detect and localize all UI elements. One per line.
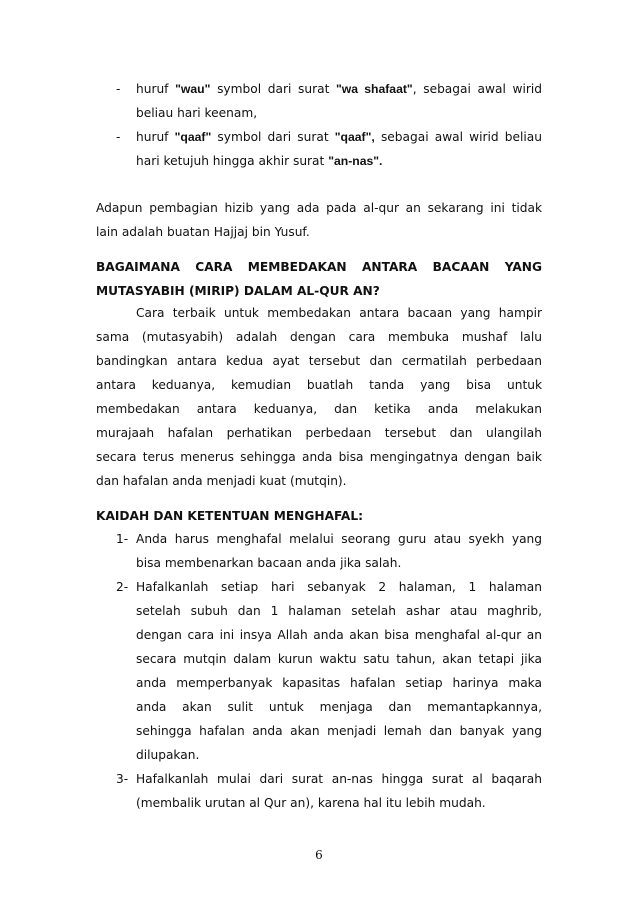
list-item-line: sehingga hafalan anda akan menjadi lemah dan banyak yang [136,724,542,738]
bullet-marker: - [116,130,121,144]
paragraph-line: Cara terbaik untuk membedakan antara bacaan yang hampir [136,306,542,320]
bullet-line: beliau hari keenam, [136,106,258,120]
bold-term: "wau" [175,82,211,96]
paragraph-line: lain adalah buatan Hajjaj bin Yusuf. [96,225,310,239]
list-item-line: anda akan sulit untuk menjaga dan memantapkannya, [136,700,542,714]
bullet-line: huruf "wau" symbol dari surat "wa shafaat", sebagai awal wirid [136,82,542,96]
list-item-line: Hafalkanlah mulai dari surat an-nas hingga surat al baqarah [136,772,542,786]
paragraph-line: membedakan antara keduanya, dan ketika anda melakukan [96,402,542,416]
list-item-line: anda memperbanyak kapasitas hafalan setiap harinya maka [136,676,542,690]
paragraph-line: Adapun pembagian hizib yang ada pada al-qur an sekarang ini tidak [96,201,542,215]
paragraph-line: bandingkan antara kedua ayat tersebut dan cermatilah perbedaan [96,354,542,368]
list-item-line: Hafalkanlah setiap hari sebanyak 2 halaman, 1 halaman [136,580,542,594]
bold-term: "an-nas". [328,154,383,168]
bold-term: "qaaf", [334,130,375,144]
section-heading: KAIDAH DAN KETENTUAN MENGHAFAL: [96,509,363,523]
paragraph-line: dan hafalan anda menjadi kuat (mutqin). [96,474,347,488]
section-heading: BAGAIMANA CARA MEMBEDAKAN ANTARA BACAAN YANG [96,260,542,274]
list-marker: 2- [116,580,129,594]
list-item-line: setelah subuh dan 1 halaman setelah ashar atau maghrib, [136,604,542,618]
page-number: 6 [315,848,323,862]
list-item-line: bisa membenarkan bacaan anda jika salah. [136,556,402,570]
bold-term: "wa shafaat" [336,82,413,96]
paragraph-line: sama (mutasyabih) adalah dengan cara membuka mushaf lalu [96,330,542,344]
bold-term: "qaaf" [174,130,212,144]
list-marker: 1- [116,532,129,546]
bullet-line: huruf "qaaf" symbol dari surat "qaaf", sebagai awal wirid beliau [136,130,542,144]
list-item-line: dengan cara ini insya Allah anda akan bisa menghafal al-qur an [136,628,542,642]
list-marker: 3- [116,772,129,786]
list-item-line: dilupakan. [136,748,200,762]
list-item-line: Anda harus menghafal melalui seorang guru atau syekh yang [136,532,542,546]
bullet-line: hari ketujuh hingga akhir surat "an-nas". [136,154,383,168]
bullet-marker: - [116,82,121,96]
list-item-line: (membalik urutan al Qur an), karena hal itu lebih mudah. [136,796,486,810]
paragraph-line: secara terus menerus sehingga anda bisa mengingatnya dengan baik [96,450,542,464]
paragraph-line: antara keduanya, kemudian buatlah tanda yang bisa untuk [96,378,542,392]
paragraph-line: murajaah hafalan perhatikan perbedaan tersebut dan ulangilah [96,426,542,440]
section-heading: MUTASYABIH (MIRIP) DALAM AL-QUR AN? [96,284,380,298]
list-item-line: secara mutqin dalam kurun waktu satu tahun, akan tetapi jika [136,652,542,666]
